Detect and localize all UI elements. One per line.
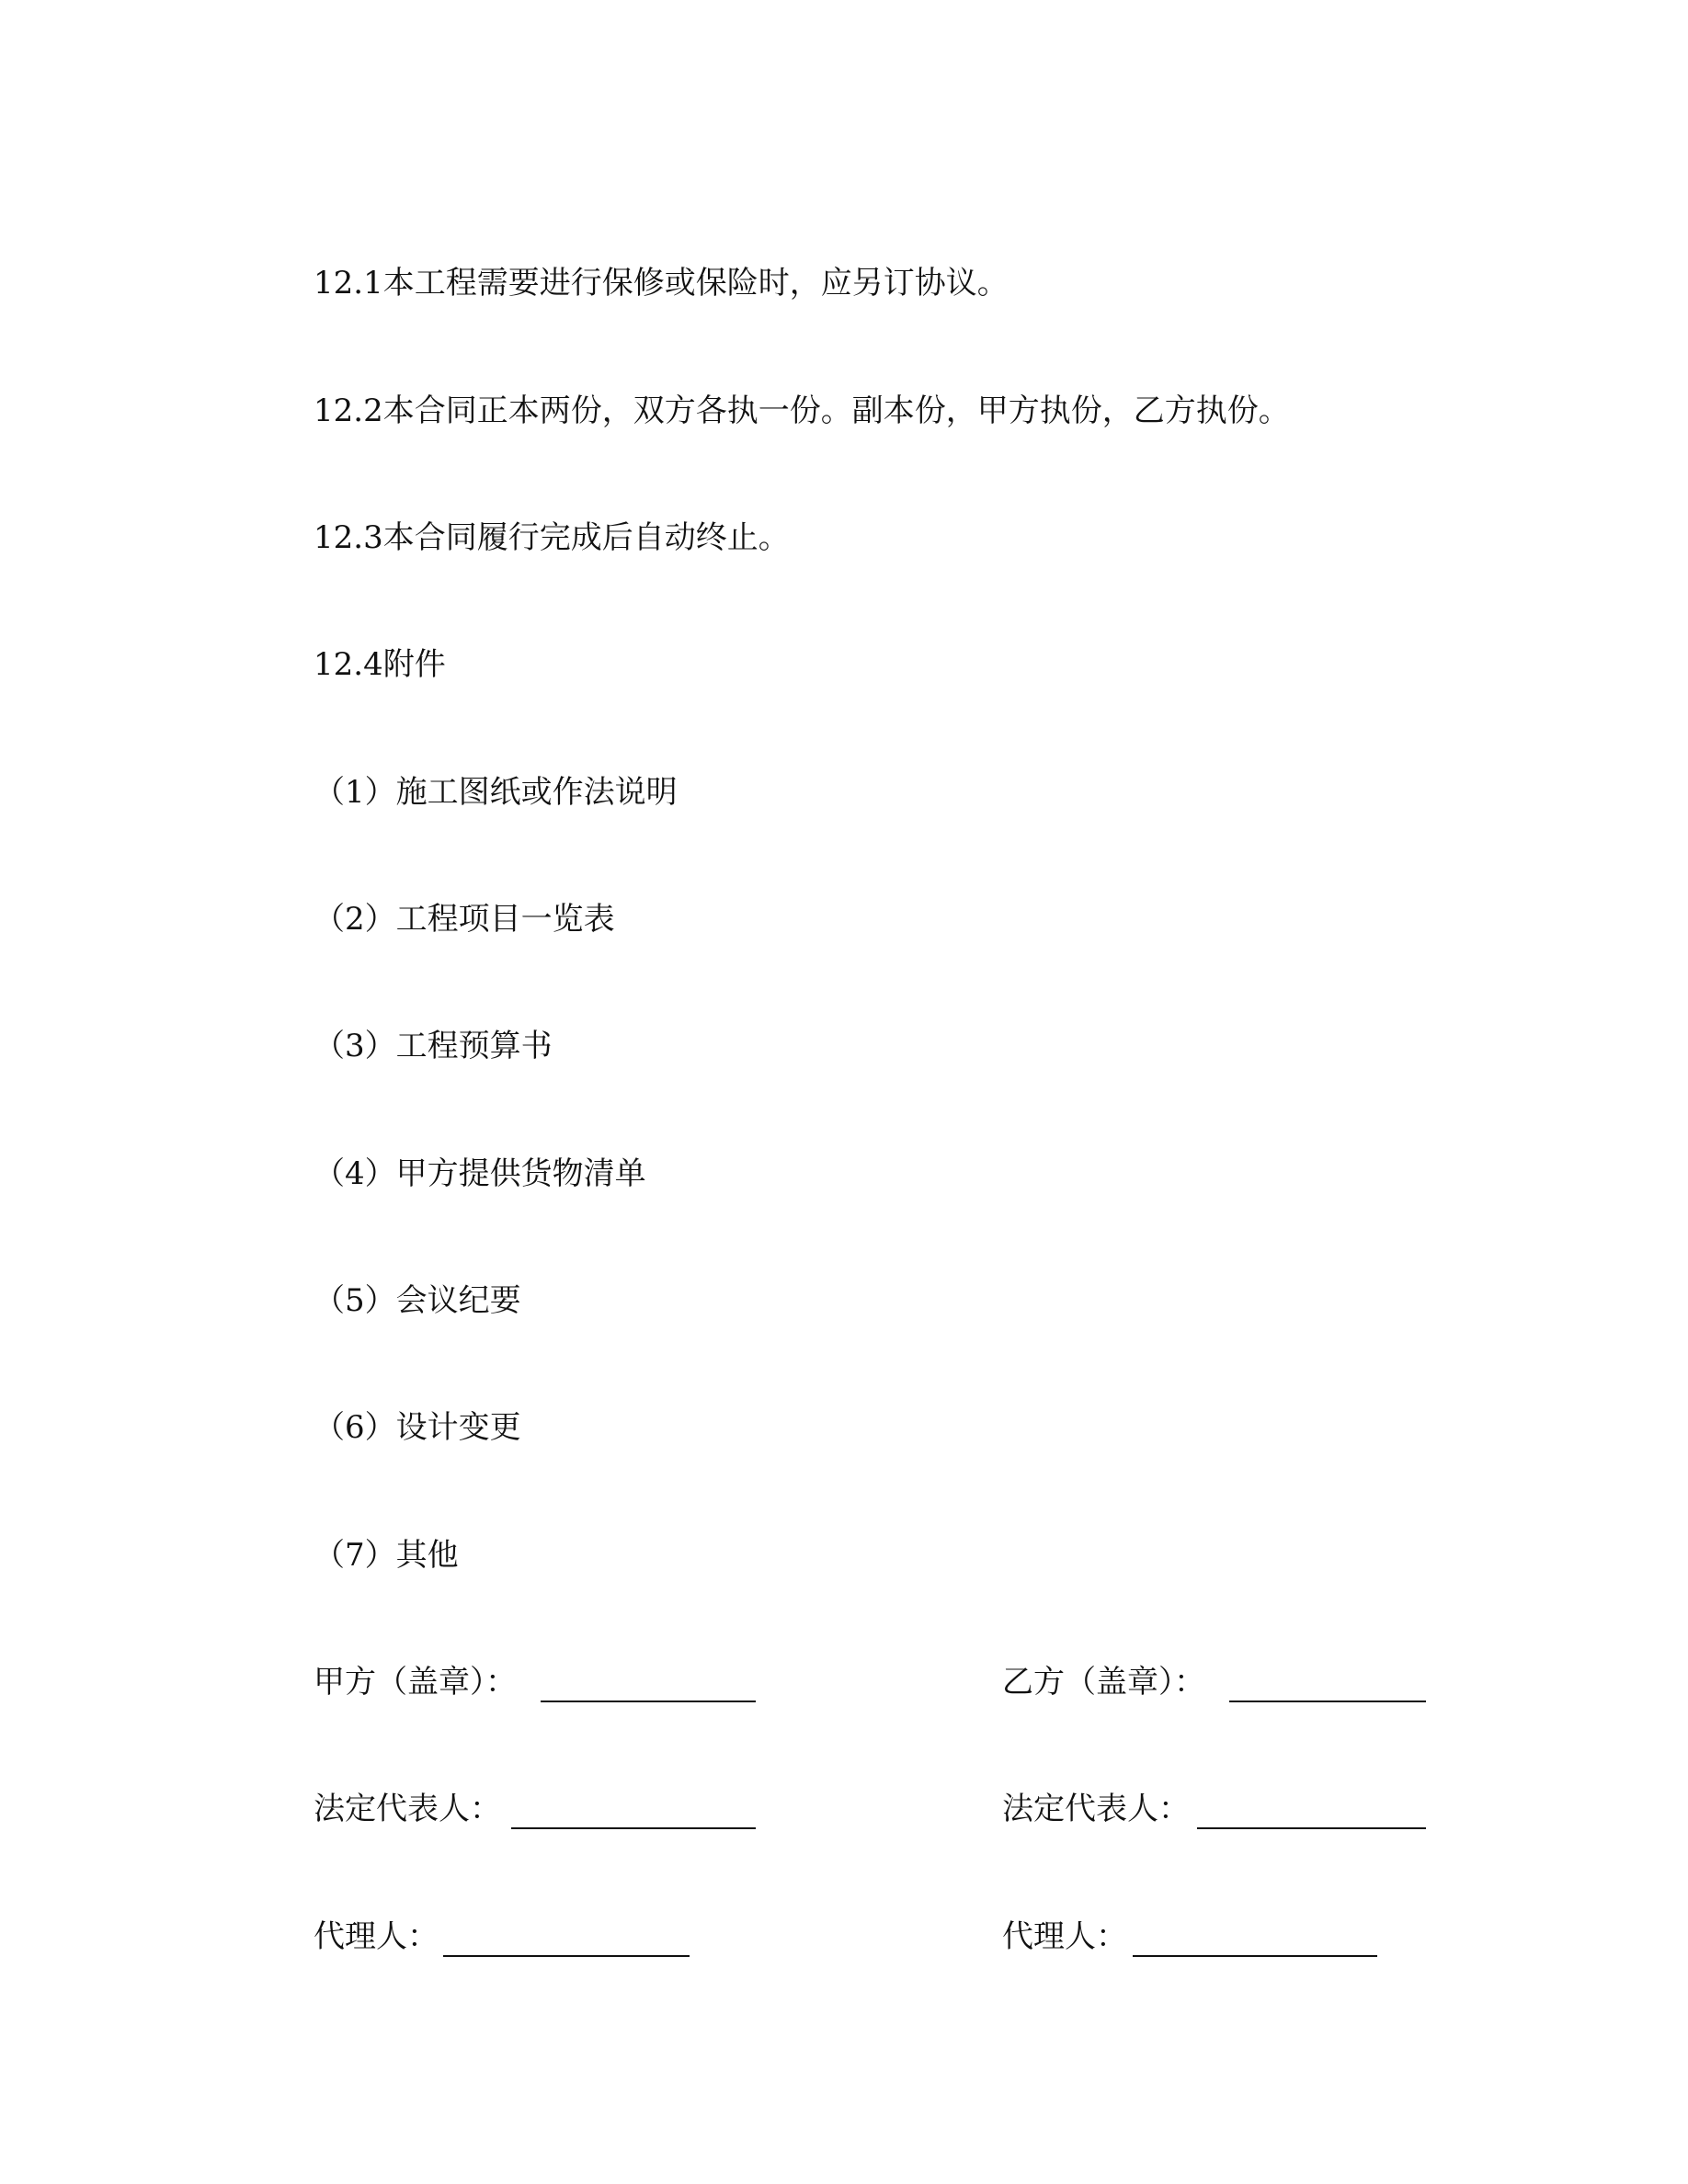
party-a-seal-label: 甲方（盖章）： xyxy=(314,1664,517,1701)
attachment-item-5: （5）会议纪要 xyxy=(314,1282,521,1319)
party-a-agent-label: 代理人： xyxy=(314,1918,439,1955)
party-a-seal-blank[interactable] xyxy=(541,1701,756,1702)
party-a-legal-rep-blank[interactable] xyxy=(511,1827,756,1829)
clause-12-2: 12.2本合同正本两份，双方各执一份。副本份，甲方执份，乙方执份。 xyxy=(314,392,1290,429)
attachment-item-2: （2）工程项目一览表 xyxy=(314,901,615,938)
attachment-item-7: （7）其他 xyxy=(314,1537,459,1574)
attachment-item-6: （6）设计变更 xyxy=(314,1409,521,1446)
party-b-seal-label: 乙方（盖章）： xyxy=(1002,1664,1205,1701)
party-b-legal-rep-blank[interactable] xyxy=(1197,1827,1426,1829)
attachment-item-4: （4）甲方提供货物清单 xyxy=(314,1155,646,1192)
clause-12-3: 12.3本合同履行完成后自动终止。 xyxy=(314,519,790,556)
clause-12-4: 12.4附件 xyxy=(314,646,446,683)
attachment-item-3: （3）工程预算书 xyxy=(314,1028,553,1064)
party-b-agent-blank[interactable] xyxy=(1133,1955,1377,1957)
party-b-agent-label: 代理人： xyxy=(1002,1918,1127,1955)
party-a-agent-blank[interactable] xyxy=(443,1955,690,1957)
attachment-item-1: （1）施工图纸或作法说明 xyxy=(314,774,678,811)
party-a-legal-rep-label: 法定代表人： xyxy=(314,1791,501,1827)
party-b-legal-rep-label: 法定代表人： xyxy=(1002,1791,1190,1827)
party-b-seal-blank[interactable] xyxy=(1229,1701,1426,1702)
clause-12-1: 12.1本工程需要进行保修或保险时，应另订协议。 xyxy=(314,265,1009,301)
